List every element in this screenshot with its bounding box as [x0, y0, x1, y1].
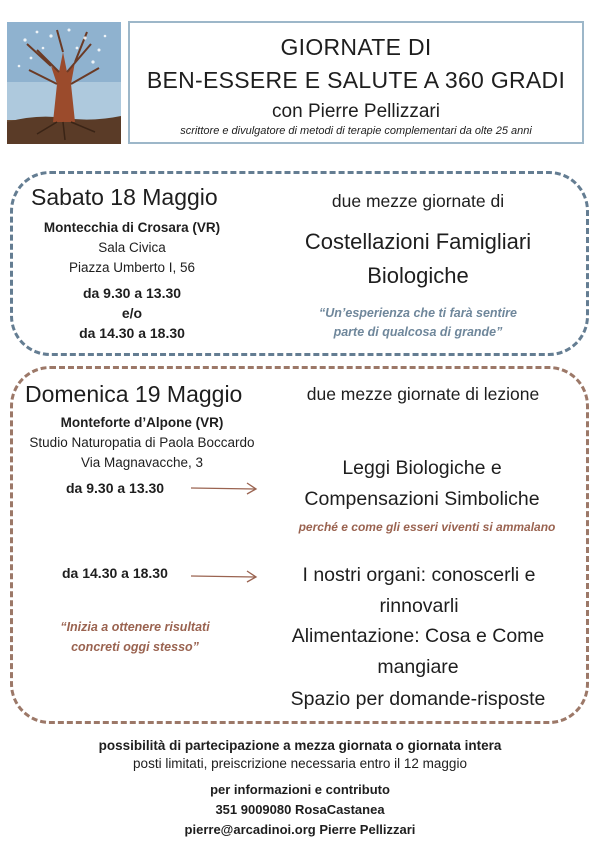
lesson-4: Spazio per domande-risposte	[290, 688, 546, 710]
sunday-time-morning: da 9.30 a 13.30	[66, 480, 165, 496]
saturday-intro: due mezze giornate di	[331, 191, 505, 211]
arrow-right-icon	[189, 480, 259, 496]
tree-painting-image	[7, 22, 121, 144]
saturday-or: e/o	[121, 305, 143, 321]
saturday-quote-line-1: “Un’esperienza che ti farà sentire	[319, 306, 517, 320]
saturday-time-afternoon: da 14.30 a 18.30	[79, 325, 185, 341]
arrow-right-icon	[189, 568, 259, 584]
lesson-1-line-2: Compensazioni Simboliche	[304, 488, 540, 510]
info-label: per informazioni e contributo	[210, 782, 390, 797]
saturday-address: Piazza Umberto I, 56	[68, 260, 196, 275]
participation-note: possibilità di partecipazione a mezza giornata o giornata intera	[98, 738, 502, 753]
phone-contact: 351 9009080 RosaCastanea	[215, 802, 385, 817]
lesson-2-line-2: rinnovarli	[379, 595, 459, 617]
saturday-room: Sala Civica	[98, 240, 166, 255]
saturday-date: Sabato 18 Maggio	[31, 184, 218, 210]
sunday-quote-line-2: concreti oggi stesso”	[71, 640, 199, 654]
sunday-date: Domenica 19 Maggio	[25, 381, 243, 407]
lesson-1-line-1: Leggi Biologiche e	[342, 457, 502, 479]
sunday-time-afternoon: da 14.30 a 18.30	[62, 565, 168, 581]
title-line-1: GIORNATE DI	[280, 34, 432, 60]
lesson-1-note: perché e come gli esseri viventi si ammalano	[298, 520, 556, 534]
email-contact: pierre@arcadinoi.org Pierre Pellizzari	[184, 822, 416, 837]
subtitle: scrittore e divulgatore di metodi di terapie complementari da olte 25 anni	[180, 125, 532, 137]
sunday-intro: due mezze giornate di lezione	[306, 384, 540, 404]
lesson-3-line-1: Alimentazione: Cosa e Come	[291, 625, 545, 647]
sunday-quote-line-1: “Inizia a ottenere risultati	[60, 620, 210, 634]
sunday-place: Monteforte d’Alpone (VR)	[60, 415, 224, 430]
saturday-time-morning: da 9.30 a 13.30	[82, 285, 182, 301]
sunday-address: Via Magnavacche, 3	[80, 455, 204, 470]
saturday-place: Montecchia di Crosara (VR)	[43, 220, 221, 235]
lesson-3-line-2: mangiare	[377, 656, 459, 678]
title-line-2: BEN-ESSERE E SALUTE A 360 GRADI	[146, 67, 566, 93]
registration-note: posti limitati, preiscrizione necessaria entro il 12 maggio	[133, 756, 467, 771]
saturday-topic-line-1: Costellazioni Famigliari	[304, 229, 532, 254]
title-line-3: con Pierre Pellizzari	[272, 101, 440, 122]
sunday-studio: Studio Naturopatia di Paola Boccardo	[29, 435, 255, 450]
saturday-quote-line-2: parte di qualcosa di grande”	[333, 325, 503, 339]
lesson-2-line-1: I nostri organi: conoscerli e	[302, 564, 536, 586]
saturday-topic-line-2: Biologiche	[367, 263, 469, 288]
